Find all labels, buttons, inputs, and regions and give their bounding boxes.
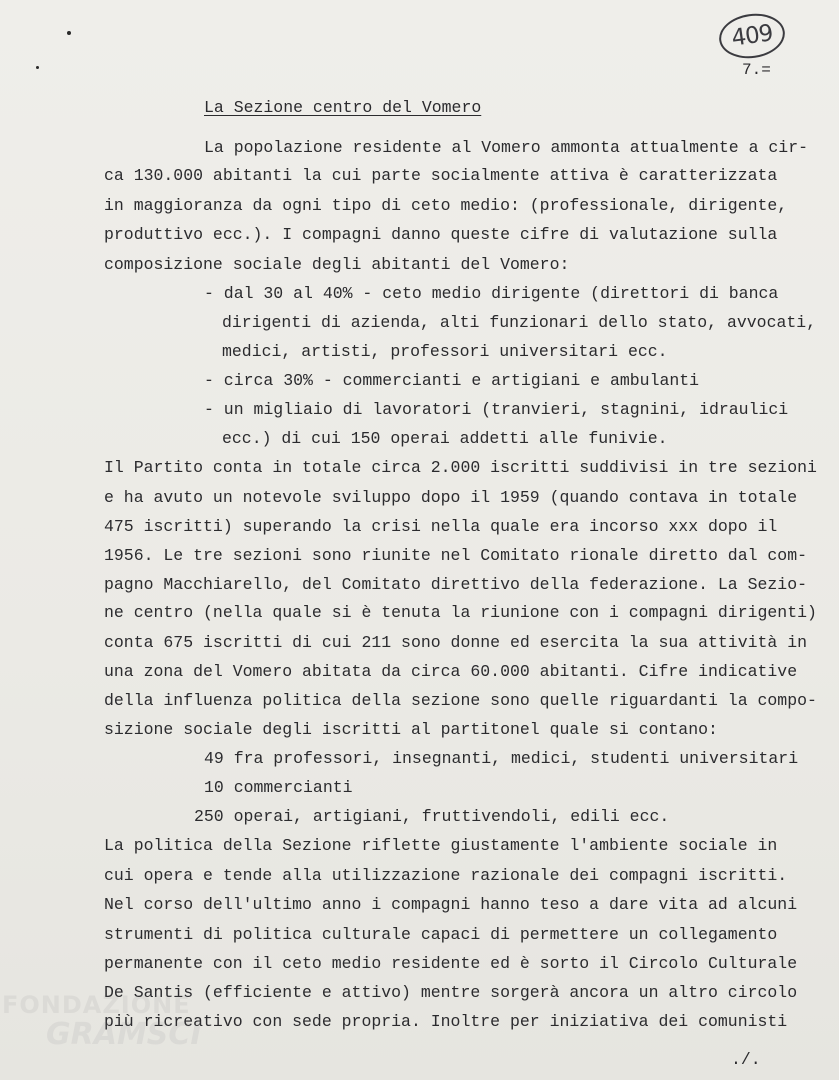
watermark-line: FONDAZIONE xyxy=(2,991,191,1019)
list-item: 49 fra professori, insegnanti, medici, studenti universitari xyxy=(204,749,799,768)
text-line: La popolazione residente al Vomero ammonta attualmente a cir- xyxy=(204,138,808,157)
text-line: e ha avuto un notevole sviluppo dopo il 1959 (quando contava in totale xyxy=(104,488,798,507)
text-line: ca 130.000 abitanti la cui parte socialmente attiva è caratterizzata xyxy=(104,166,778,185)
text-line: permanente con il ceto medio residente ed è sorto il Circolo Culturale xyxy=(104,954,798,973)
list-item: - circa 30% - commercianti e artigiani e ambulanti xyxy=(204,371,700,390)
list-item: 10 commercianti xyxy=(204,778,353,797)
text-line: ne centro (nella quale si è tenuta la riunione con i compagni dirigenti) xyxy=(104,603,817,622)
watermark xyxy=(2,990,202,1050)
list-item: ecc.) di cui 150 operai addetti alle funivie. xyxy=(222,429,668,448)
text-line: 1956. Le tre sezioni sono riunite nel Comitato rionale diretto dal com- xyxy=(104,546,808,565)
ink-speck xyxy=(67,31,71,35)
text-line: cui opera e tende alla utilizzazione razionale dei compagni iscritti. xyxy=(104,866,788,885)
text-line: della influenza politica della sezione sono quelle riguardanti la compo- xyxy=(104,691,817,710)
watermark-line: GRAMSCI xyxy=(46,1017,202,1052)
text-line: composizione sociale degli abitanti del Vomero: xyxy=(104,255,570,274)
text-line: Nel corso dell'ultimo anno i compagni hanno teso a dare vita ad alcuni xyxy=(104,895,798,914)
page-number: 7.= xyxy=(742,61,771,79)
text-line: più ricreativo con sede propria. Inoltre per iniziativa dei comunisti xyxy=(104,1012,788,1031)
text-line: pagno Macchiarello, del Comitato direttivo della federazione. La Sezio- xyxy=(104,575,808,594)
text-line: Il Partito conta in totale circa 2.000 iscritti suddivisi in tre sezioni xyxy=(104,458,817,477)
text-line: La politica della Sezione riflette giustamente l'ambiente sociale in xyxy=(104,836,778,855)
list-item: dirigenti di azienda, alti funzionari dello stato, avvocati, xyxy=(222,313,817,332)
section-title: La Sezione centro del Vomero xyxy=(204,98,482,117)
text-line: in maggioranza da ogni tipo di ceto medio: (professionale, dirigente, xyxy=(104,196,788,215)
text-line: sizione sociale degli iscritti al partitonel quale si contano: xyxy=(104,720,718,739)
continuation-mark: ./. xyxy=(731,1050,761,1069)
list-item: - dal 30 al 40% - ceto medio dirigente (direttori di banca xyxy=(204,284,779,303)
list-item: medici, artisti, professori universitari ecc. xyxy=(222,342,668,361)
ink-speck xyxy=(36,66,39,69)
text-line: 475 iscritti) superando la crisi nella quale era incorso xxx dopo il xyxy=(104,517,778,536)
archive-stamp: 409 xyxy=(716,10,787,63)
text-line: una zona del Vomero abitata da circa 60.000 abitanti. Cifre indicative xyxy=(104,662,798,681)
text-line: strumenti di politica culturale capaci di permettere un collegamento xyxy=(104,925,778,944)
list-item: 250 operai, artigiani, fruttivendoli, edili ecc. xyxy=(194,807,670,826)
text-line: De Santis (efficiente e attivo) mentre sorgerà ancora un altro circolo xyxy=(104,983,798,1002)
list-item: - un migliaio di lavoratori (tranvieri, stagnini, idraulici xyxy=(204,400,789,419)
text-line: produttivo ecc.). I compagni danno queste cifre di valutazione sulla xyxy=(104,225,778,244)
text-line: conta 675 iscritti di cui 211 sono donne ed esercita la sua attività in xyxy=(104,633,808,652)
